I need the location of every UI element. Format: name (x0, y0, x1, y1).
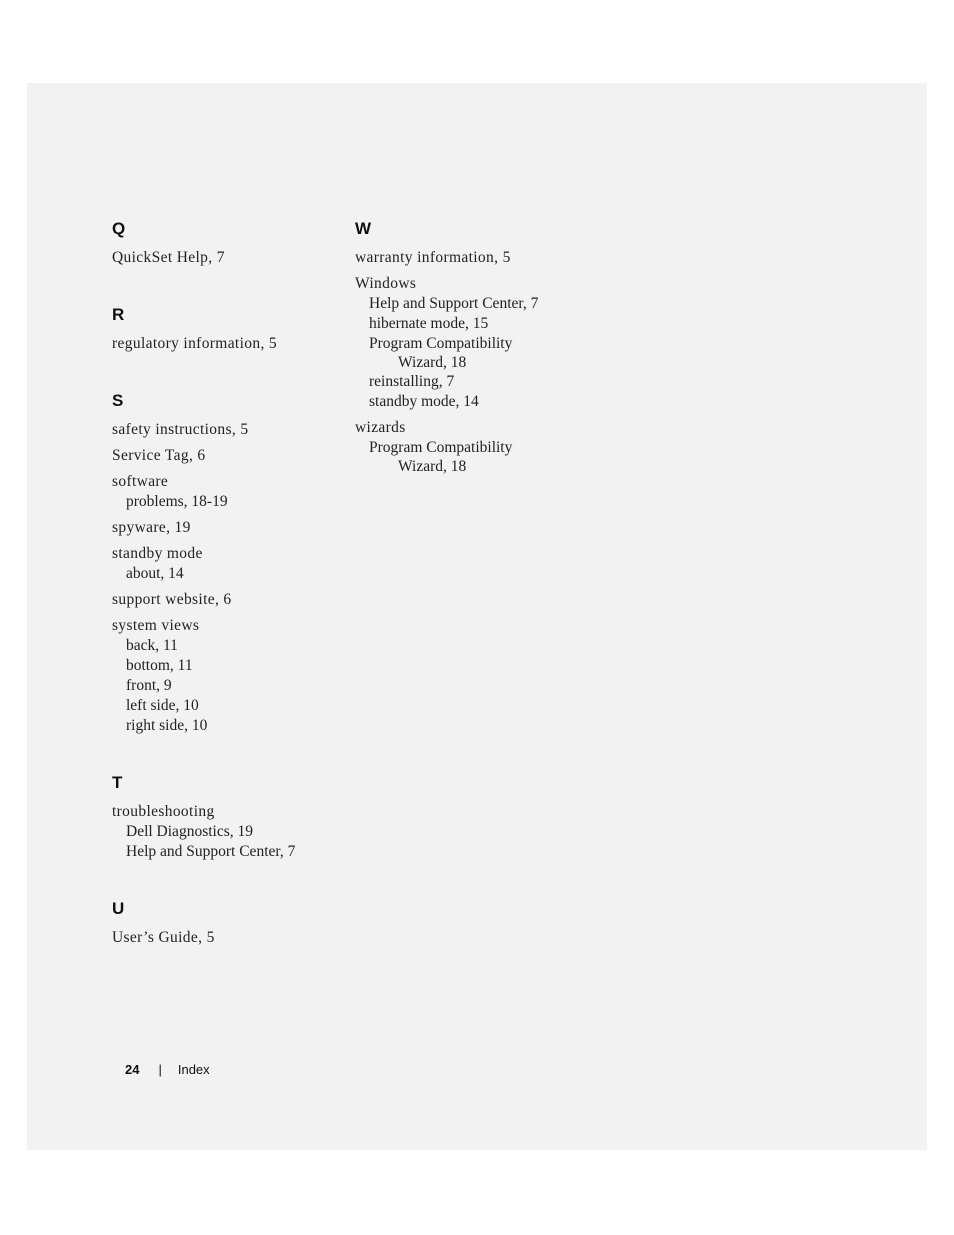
index-entry (112, 802, 342, 862)
index-section (112, 219, 342, 268)
entry-term: standby mode (112, 545, 203, 562)
footer-section-title: Index (177, 1062, 210, 1077)
section-letter: R (112, 305, 125, 324)
index-entry (112, 334, 342, 354)
entry-term: wizards (355, 419, 406, 436)
entry-subterm: left side, 10 (126, 697, 199, 714)
index-entry (112, 518, 342, 538)
entry-term: software (112, 473, 169, 490)
entry-subterm: front, 9 (126, 677, 172, 694)
entry-list (112, 420, 342, 736)
entry-term: warranty information, 5 (355, 249, 511, 266)
index-page (27, 83, 927, 1150)
index-section (112, 305, 342, 354)
page-footer (125, 1061, 210, 1079)
entry-term: troubleshooting (112, 803, 215, 820)
entry-subterm: problems, 18-19 (126, 493, 228, 510)
entry-subterm: Help and Support Center, 7 (126, 843, 296, 860)
index-entry (112, 544, 342, 584)
entry-term: QuickSet Help, 7 (112, 249, 225, 266)
index-entry (112, 446, 342, 466)
entry-subterm: back, 11 (126, 637, 178, 654)
index-column-left (112, 219, 342, 985)
index-entry (112, 928, 342, 948)
index-entry (355, 248, 595, 268)
entry-subterm: Dell Diagnostics, 19 (126, 823, 253, 840)
entry-list (112, 802, 342, 862)
section-letter: U (112, 899, 125, 918)
index-entry (355, 418, 595, 476)
entry-subterm: hibernate mode, 15 (369, 315, 489, 332)
entry-subterm: about, 14 (126, 565, 184, 582)
index-entry (112, 590, 342, 610)
entry-term: spyware, 19 (112, 519, 191, 536)
entry-subterm: Program Compatibility (369, 335, 513, 352)
footer-separator: | (158, 1062, 162, 1077)
section-letter: Q (112, 219, 126, 238)
index-entry (112, 248, 342, 268)
entry-term: system views (112, 617, 200, 634)
index-entry (355, 274, 595, 412)
entry-subterm: Program Compatibility (369, 439, 513, 456)
index-entry (112, 616, 342, 736)
entry-subterm: Help and Support Center, 7 (369, 295, 539, 312)
entry-subterm: standby mode, 14 (369, 393, 479, 410)
entry-term: User’s Guide, 5 (112, 929, 215, 946)
entry-list (112, 248, 342, 268)
index-section (355, 219, 595, 476)
section-letter: S (112, 391, 124, 410)
index-entry (112, 472, 342, 512)
index-column-right (355, 219, 595, 513)
entry-subterm-continuation: Wizard, 18 (398, 354, 467, 371)
entry-term: regulatory information, 5 (112, 335, 277, 352)
section-letter: W (355, 219, 372, 238)
index-entry (112, 420, 342, 440)
entry-term: support website, 6 (112, 591, 232, 608)
section-letter: T (112, 773, 123, 792)
entry-term: safety instructions, 5 (112, 421, 249, 438)
entry-list (112, 928, 342, 948)
index-section (112, 899, 342, 948)
page-number: 24 (125, 1062, 140, 1077)
entry-term: Windows (355, 275, 417, 292)
entry-subterm: right side, 10 (126, 717, 208, 734)
entry-list (355, 248, 595, 476)
entry-term: Service Tag, 6 (112, 447, 206, 464)
entry-subterm: reinstalling, 7 (369, 373, 455, 390)
index-section (112, 391, 342, 736)
index-section (112, 773, 342, 862)
entry-subterm: bottom, 11 (126, 657, 193, 674)
entry-subterm-continuation: Wizard, 18 (398, 458, 467, 475)
entry-list (112, 334, 342, 354)
